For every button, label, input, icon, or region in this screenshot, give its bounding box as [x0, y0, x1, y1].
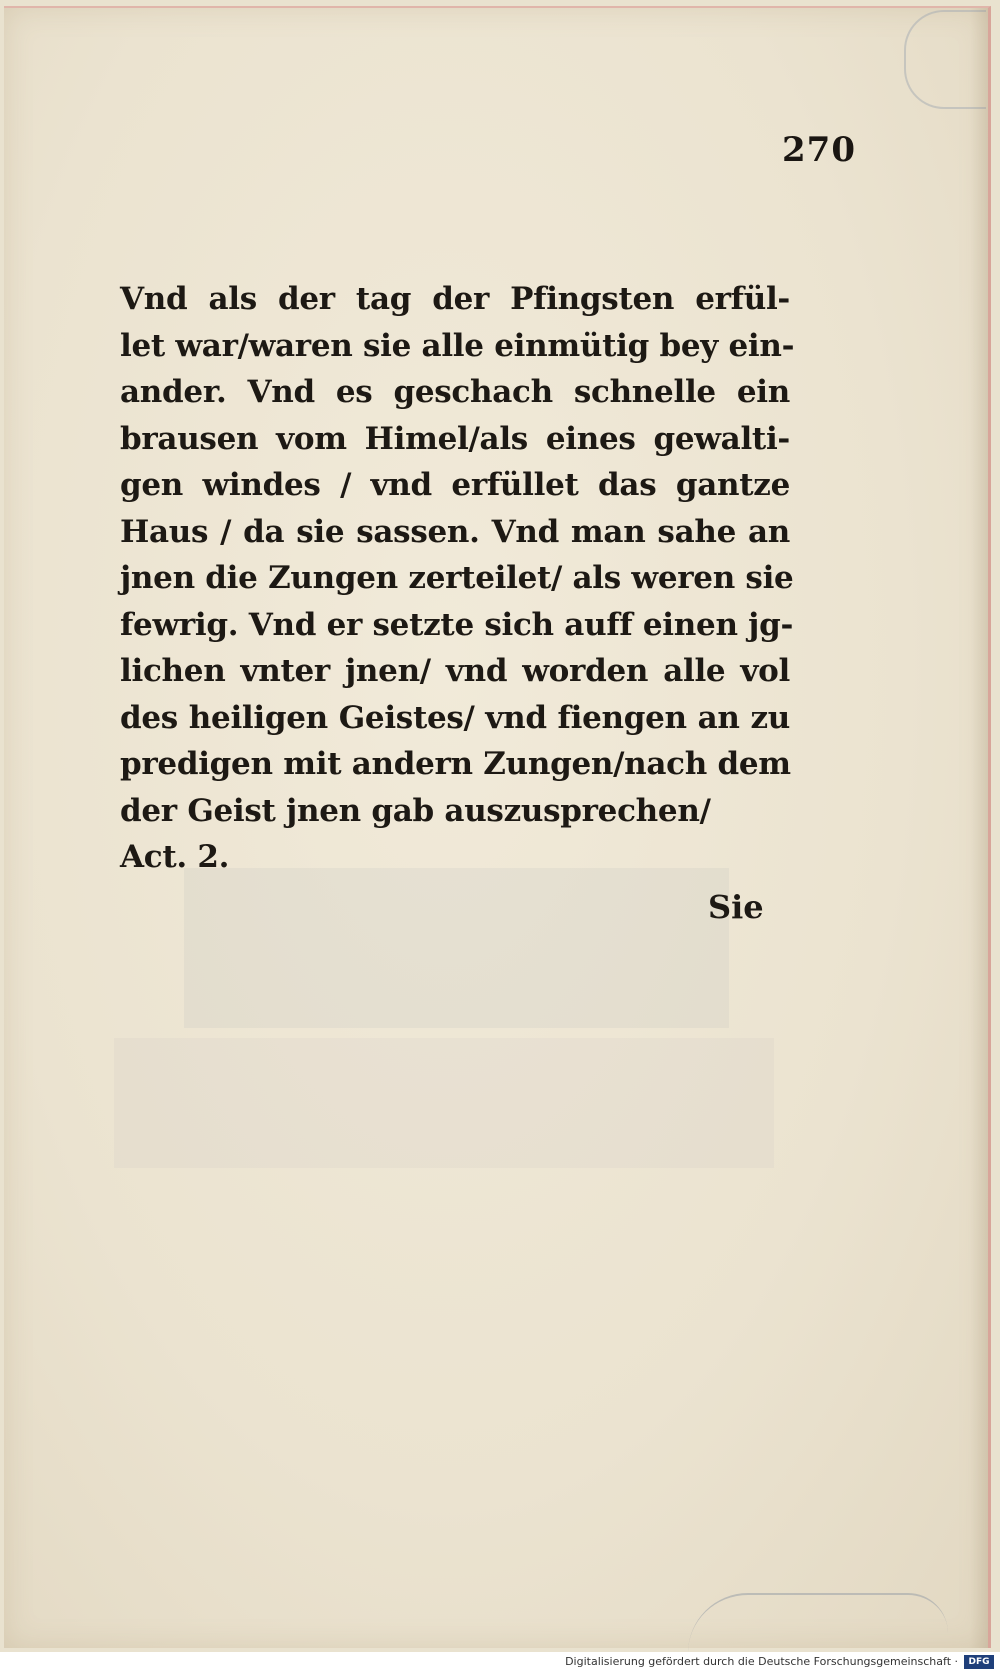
text-line: fewrig. Vnd er setzte sich auff einen jg- — [120, 606, 794, 643]
dfg-logo: DFG — [964, 1655, 994, 1669]
text-line: der Geist jnen gab auszusprechen/ — [120, 792, 711, 829]
text-line: predigen mit andern Zungen/nach dem — [120, 746, 791, 782]
text-line: lichen vnter jnen/ vnd worden alle vol — [120, 653, 790, 689]
text-line: Haus / da sie sassen. Vnd man sahe an — [120, 513, 790, 550]
text-line: des heiligen Geistes/ vnd fiengen an zu — [120, 699, 790, 736]
text-line: gen windes / vnd erfüllet das gantze — [120, 467, 790, 503]
show-through-illustration — [184, 868, 729, 1028]
footer-bar — [0, 1652, 1000, 1673]
text-line: Vnd als der tag der Pfingsten erfül- — [120, 281, 790, 317]
catchword: Sie — [708, 888, 764, 926]
funding-credit: Digitalisierung gefördert durch die Deutsche Forschungsgemeinschaft · — [565, 1655, 958, 1668]
text-line: jnen die Zungen zerteilet/ als weren sie — [120, 560, 794, 596]
citation-line: Act. 2. — [120, 839, 230, 875]
text-line: let war/waren sie alle einmütig bey ein- — [120, 327, 795, 364]
body-text — [120, 276, 795, 881]
clip-outline-top — [904, 10, 986, 109]
show-through-text — [114, 1038, 774, 1168]
clip-outline-bottom — [688, 1593, 948, 1652]
text-line: ander. Vnd es geschach schnelle ein — [120, 374, 790, 410]
paper-page — [4, 6, 991, 1648]
text-line: brausen vom Himel/als eines gewalti- — [120, 420, 790, 457]
page-number: 270 — [782, 130, 856, 170]
